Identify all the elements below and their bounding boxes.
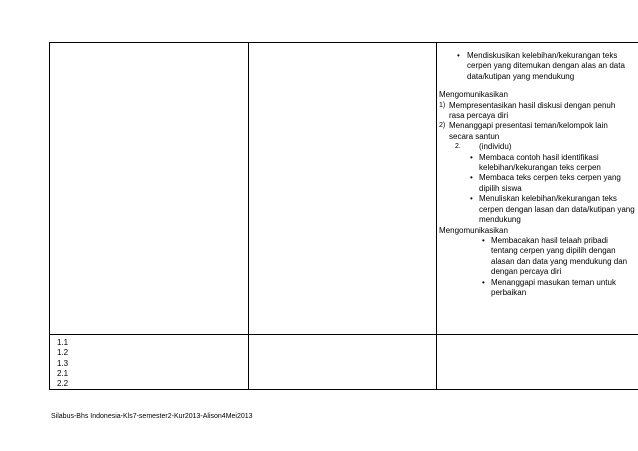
list-number: 2. [455,143,461,151]
activity-line [439,184,638,194]
table-cell-empty [437,335,638,390]
table-cell-competency [50,43,249,335]
activity-text: Menanggapi presentasi teman/kelompok lain [449,121,608,131]
activity-text: perbaikan [491,287,527,297]
activity-text: cerpen dengan lasan dan data/kutipan yang [479,204,635,214]
activity-text: kelebihan/kekurangan teks cerpen [479,163,601,173]
table-cell-codes [50,335,249,390]
activity-text: rasa percaya diri [449,111,509,121]
activity-text: Mengomunikasikan [439,90,508,100]
section-heading [439,226,638,236]
activity-line [439,51,638,61]
list-number: 1) [439,101,446,109]
activity-text: Mendiskusikan kelebihan/kekurangan teks [467,51,618,60]
activity-line [439,72,638,82]
activity-text: dengan percaya diri [491,267,562,277]
competency-code: 1.1 [57,338,69,347]
syllabus-table [49,42,638,390]
activity-text: Membaca contoh hasil identifikasi [479,152,599,162]
activity-line [439,215,638,225]
page-footer: Silabus-Bhs Indonesia-Kls7-semester2-Kur2013-Alison4Mei2013 [51,413,253,420]
activity-text: Menuliskan kelebihan/kekurangan teks [479,194,617,204]
activity-line [439,111,638,121]
activity-line [439,246,638,256]
table-cell-empty [249,335,437,390]
competency-code: 1.3 [57,358,69,368]
bullet-icon: • [482,277,485,287]
activity-text: cerpen yang ditemukan dengan alas an data [467,61,625,71]
activity-line [439,142,638,152]
activity-line [439,194,638,204]
activity-text: mendukung [479,215,521,225]
activity-text: secara santun [449,131,500,141]
activity-text: Mempresentasikan hasil diskusi dengan penuh [449,100,616,110]
activity-line [439,173,638,183]
section-heading [439,90,638,100]
table-cell-material [249,43,437,335]
table-row [50,43,638,335]
list-number: 2) [439,122,446,130]
bullet-icon: • [482,235,485,245]
table-row [50,335,638,390]
activity-line [439,121,638,131]
activity-line [439,288,638,298]
activity-text: Mengomunikasikan [439,225,508,235]
activity-line [439,61,638,71]
activity-text: Membacakan hasil telaah pribadi [491,235,608,245]
activity-line [439,278,638,288]
activity-line [439,267,638,277]
activity-text: data/kutipan yang mendukung [467,71,575,81]
bullet-icon: • [457,51,460,60]
competency-code: 2.2 [57,379,69,389]
activity-text: Menanggapi masukan teman untuk [491,277,616,287]
activity-line [439,236,638,246]
activity-line [439,163,638,173]
learning-activities [437,43,638,298]
bullet-icon: • [470,194,473,204]
table-cell-activities [437,43,638,335]
activity-line [439,257,638,267]
activity-line [439,153,638,163]
competency-code: 1.2 [57,348,69,358]
activity-line [439,101,638,111]
activity-text: tentang cerpen yang dipilih dengan [491,246,616,256]
activity-text: (individu) [479,142,512,152]
activity-text: Membaca teks cerpen teks cerpen yang [479,173,621,183]
activity-line [439,205,638,215]
activity-line [439,132,638,142]
spacer [439,82,638,90]
bullet-icon: • [470,152,473,162]
activity-text: dipilih siswa [479,183,522,193]
activity-text: alasan dan data yang mendukung dan [491,256,628,266]
competency-codes [50,335,248,389]
competency-code: 2.1 [57,368,69,378]
bullet-icon: • [470,173,473,183]
